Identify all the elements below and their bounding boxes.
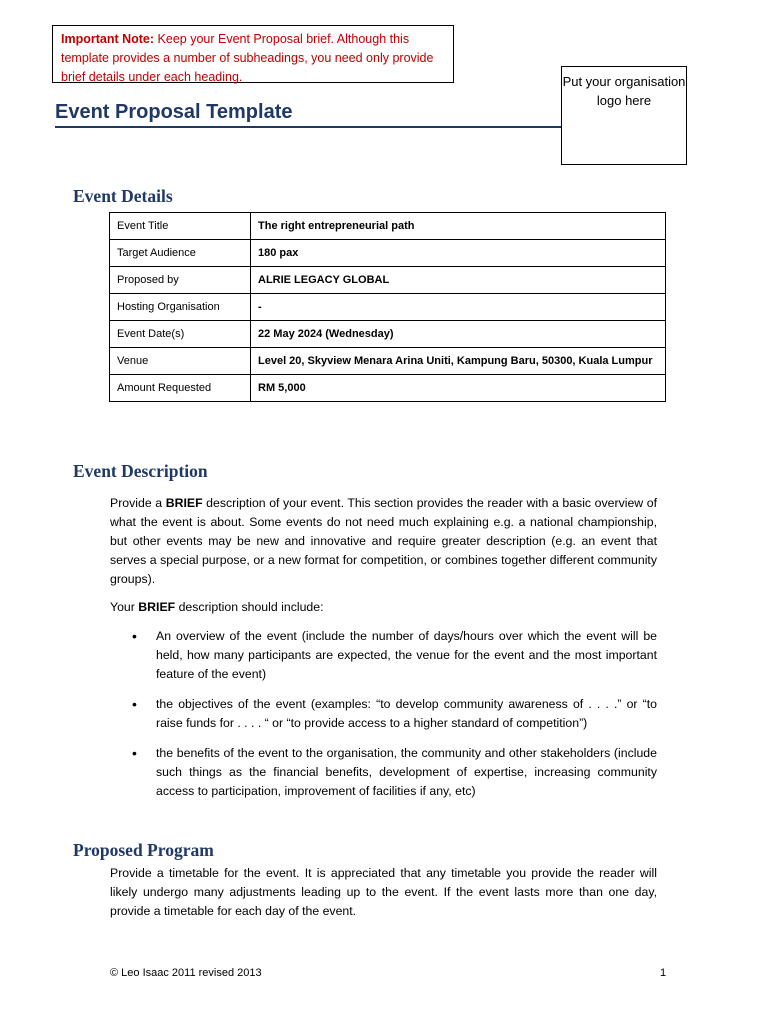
emphasis: BRIEF xyxy=(138,600,176,614)
title-underline xyxy=(55,126,561,128)
row-key: Proposed by xyxy=(110,267,251,294)
description-paragraph xyxy=(110,494,657,589)
text-run: description should include: xyxy=(175,600,324,614)
row-value: 22 May 2024 (Wednesday) xyxy=(251,321,666,348)
row-key: Hosting Organisation xyxy=(110,294,251,321)
text-run: Your xyxy=(110,600,139,614)
list-item: • the objectives of the event (examples: “to develop community awareness of . . . .” or “to raise funds for . . . . “ or “to provide access to a higher standard of competition”) xyxy=(110,695,657,733)
list-item: • the benefits of the event to the organisation, the community and other stakeholders (include such things as the financial benefits, development of expertise, increasing community access to participation, improvement of facilities if any, etc) xyxy=(110,744,657,801)
event-details-heading: Event Details xyxy=(73,186,173,206)
important-note-label: Important Note: xyxy=(61,32,155,46)
row-key: Event Date(s) xyxy=(110,321,251,348)
table-row xyxy=(110,240,666,267)
event-description-include xyxy=(110,598,657,617)
row-value: Level 20, Skyview Menara Arina Uniti, Kampung Baru, 50300, Kuala Lumpur xyxy=(251,348,666,375)
important-note-box xyxy=(52,25,454,83)
row-key: Venue xyxy=(110,348,251,375)
event-description-intro xyxy=(110,494,657,589)
event-details-table xyxy=(109,212,666,402)
page-number: 1 xyxy=(660,967,667,979)
row-key: Amount Requested xyxy=(110,375,251,402)
table-row xyxy=(110,348,666,375)
program-paragraph: Provide a timetable for the event. It is appreciated that any timetable you provide the reader will likely undergo many adjustments leading up to the event. If the event lasts more than one day, provide a timetable for each day of the event. xyxy=(110,866,657,918)
table-row xyxy=(110,375,666,402)
logo-placeholder: Put your organisation logo here xyxy=(561,66,687,165)
row-key: Target Audience xyxy=(110,240,251,267)
proposed-program-heading: Proposed Program xyxy=(73,840,214,860)
table-row xyxy=(110,213,666,240)
table-row xyxy=(110,267,666,294)
table-row xyxy=(110,321,666,348)
row-value: - xyxy=(251,294,666,321)
include-paragraph xyxy=(110,598,657,617)
row-value: RM 5,000 xyxy=(251,375,666,402)
row-value: 180 pax xyxy=(251,240,666,267)
important-note-text: Keep your Event Proposal brief. Although this template provides a number of subheadings, you need only provide brief details under each heading. xyxy=(61,32,434,84)
proposed-program-text xyxy=(110,864,657,921)
list-item: • An overview of the event (include the number of days/hours over which the event will be held, how many participants are expected, the venue for the event and the most important feature of the event) xyxy=(110,627,657,684)
text-run: description of your event. This section provides the reader with a basic overview of what the event is about. Some events do not need much explaining e.g. a national championship, but other events may be new and innovative and require greater description (e.g. an event that serves a special purpose, or a new format for competition, or combines together different community groups). xyxy=(110,496,657,586)
page-title: Event Proposal Template xyxy=(55,101,293,123)
row-value: The right entrepreneurial path xyxy=(251,213,666,240)
emphasis: BRIEF xyxy=(165,496,203,510)
row-key: Event Title xyxy=(110,213,251,240)
row-value: ALRIE LEGACY GLOBAL xyxy=(251,267,666,294)
text-run: Provide a xyxy=(110,496,166,510)
footer-copyright: © Leo Isaac 2011 revised 2013 xyxy=(110,967,262,979)
event-description-heading: Event Description xyxy=(73,461,208,481)
description-bullets xyxy=(110,627,657,801)
table-row xyxy=(110,294,666,321)
